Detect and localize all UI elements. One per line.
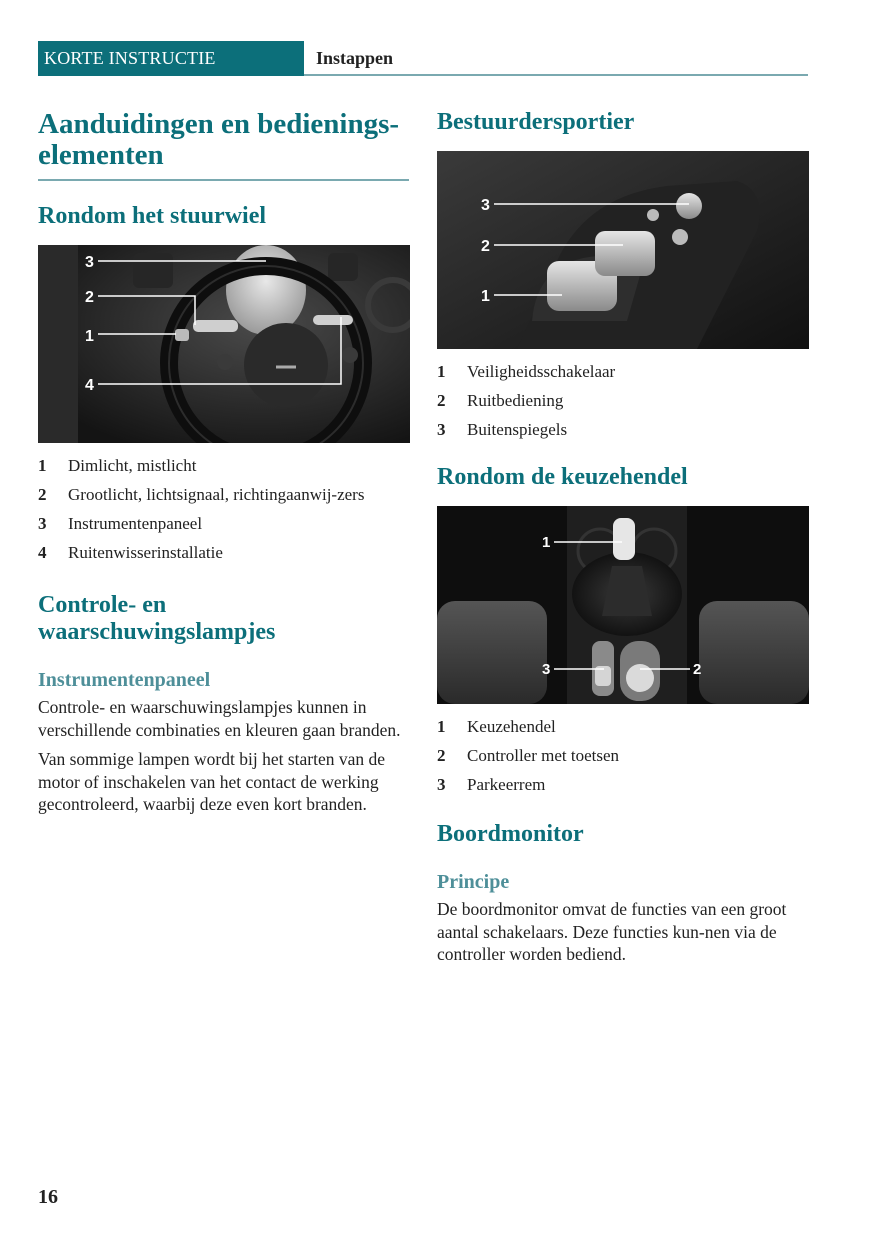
steering-wheel-image [38,245,410,443]
header-rule [304,74,808,76]
principle-subheading: Principe [437,871,510,893]
legend-item: 3 Parkeerrem [437,775,546,794]
steering-heading: Rondom het stuurwiel [38,203,267,229]
selector-heading: Rondom de keuzehendel [437,464,688,490]
selector-legend [437,716,809,796]
legend-item: 3 Buitenspiegels [437,420,568,439]
section-label: Instappen [316,48,394,68]
svg-text:3: 3 [542,661,551,678]
warning-paragraph-1: Controle- en waarschuwingslampjes kunnen in verschillende combinaties en kleuren gaan branden. [38,697,401,740]
legend-item: 1 Keuzehendel [437,717,556,736]
svg-text:1: 1 [85,328,94,345]
right-column [437,100,809,973]
door-heading: Bestuurdersportier [437,109,635,135]
door-legend [437,361,809,441]
svg-text:2: 2 [693,661,702,678]
selector-lever-image [437,506,809,704]
warning-paragraph-2: Van sommige lampen wordt bij het starten van de motor of inschakelen van het contact de werking gecontroleerd, waarbij deze even kort branden. [38,749,386,814]
svg-text:3: 3 [481,197,490,214]
svg-text:2: 2 [481,238,490,255]
legend-item: 3 Instrumentenpaneel [38,514,203,533]
left-column [38,100,410,823]
page-title-line2: elementen [38,139,164,171]
svg-text:4: 4 [85,377,94,394]
svg-text:1: 1 [542,534,551,551]
driver-door-image [437,151,809,349]
monitor-heading: Boordmonitor [437,821,584,847]
legend-item: 4 Ruitenwisserinstallatie [38,543,223,562]
legend-item: 1 Veiligheidsschakelaar [437,362,616,381]
legend-item: 2 Ruitbediening [437,391,564,410]
svg-text:1: 1 [481,288,490,305]
page-number: 16 [38,1186,58,1208]
page-header [38,41,808,76]
warning-lights-heading: Controle- en waarschuwingslampjes [38,592,276,645]
legend-item: 2 Grootlicht, lichtsignaal, richtingaanwij-zers [38,485,365,504]
instrument-panel-subheading: Instrumentenpaneel [38,669,211,691]
legend-item: 2 Controller met toetsen [437,746,620,765]
steering-legend [38,455,410,564]
legend-item: 1 Dimlicht, mistlicht [38,456,197,475]
chapter-label: KORTE INSTRUCTIE [38,41,304,76]
title-divider [38,179,409,181]
monitor-paragraph: De boordmonitor omvat de functies van een groot aantal schakelaars. Deze functies kun-nen via de controller worden bediend. [437,899,787,964]
svg-text:2: 2 [85,289,94,306]
svg-text:3: 3 [85,254,94,271]
page-title [38,100,410,171]
page-title-line1: Aanduidingen en bedienings- [38,108,400,140]
